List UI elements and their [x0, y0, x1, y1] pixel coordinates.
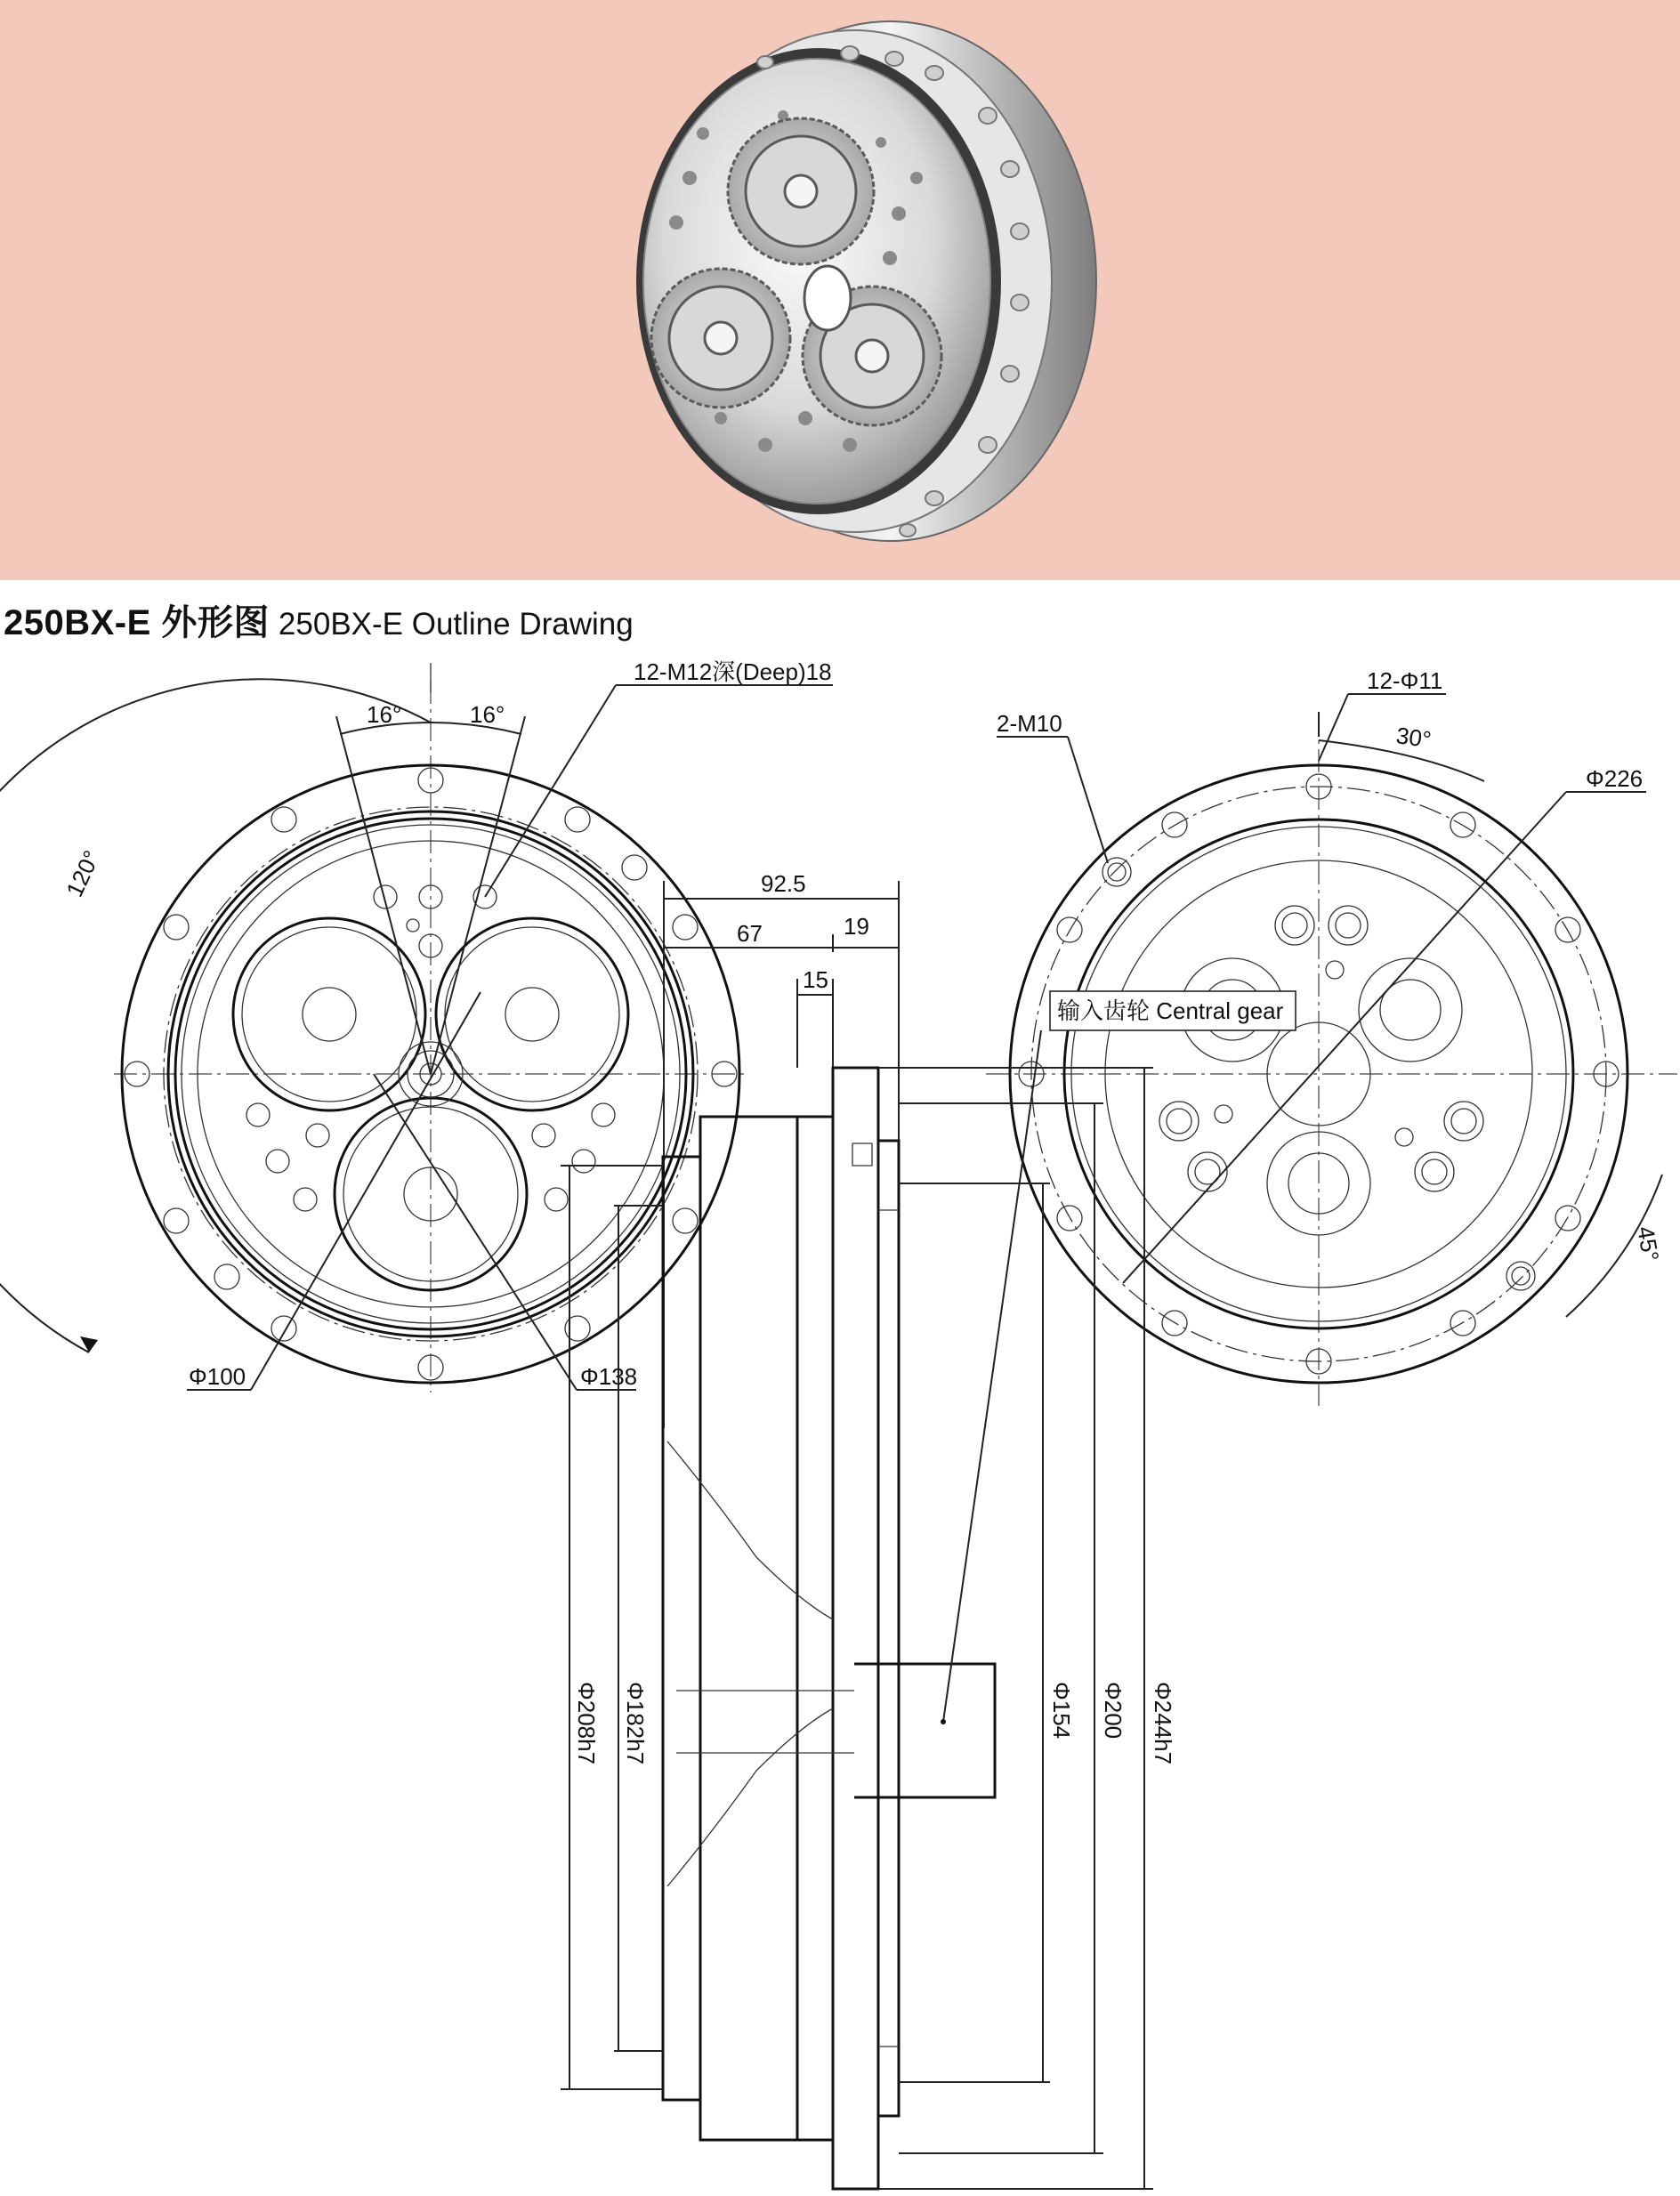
- dim-15: 15: [803, 966, 828, 993]
- central-gear-callout: 输入齿轮 Central gear: [1057, 997, 1284, 1024]
- angle-left-label: 16°: [367, 701, 402, 728]
- title-english: 250BX-E Outline Drawing: [278, 607, 634, 642]
- product-photo-banner: [0, 0, 1680, 580]
- dia-154-label: Φ154: [1048, 1682, 1075, 1740]
- dim-67: 67: [737, 920, 763, 947]
- front-view-right: [986, 667, 1677, 1406]
- dia-182-label: Φ182h7: [622, 1682, 649, 1765]
- diameter-100-label: Φ100: [189, 1363, 246, 1390]
- side-view: [561, 870, 1296, 2189]
- diameter-226-label: Φ226: [1586, 765, 1644, 792]
- title-model: 250BX-E 外形图: [4, 603, 270, 642]
- dia-208-label: Φ208h7: [573, 1682, 600, 1765]
- angle-30-label: 30°: [1394, 722, 1434, 754]
- dim-overall: 92.5: [761, 870, 806, 897]
- dia-244-label: Φ244h7: [1150, 1682, 1176, 1765]
- front-view-left: [0, 658, 833, 1393]
- holes-callout: 12-Φ11: [1367, 667, 1443, 694]
- dia-200-label: Φ200: [1100, 1682, 1127, 1740]
- dim-19: 19: [844, 913, 869, 940]
- diameter-138-label: Φ138: [580, 1363, 638, 1390]
- angle-45-label: 45°: [1632, 1223, 1665, 1264]
- angle-right-label: 16°: [470, 701, 505, 728]
- drawing-title: [4, 594, 634, 642]
- reducer-product-image: [0, 0, 1680, 580]
- outline-drawings: [0, 641, 1680, 2196]
- tapped-m10-callout: 2-M10: [997, 710, 1062, 737]
- tapped-holes-callout: 12-M12深(Deep)18: [634, 658, 832, 685]
- angle-pitch-label: 120°: [61, 846, 106, 901]
